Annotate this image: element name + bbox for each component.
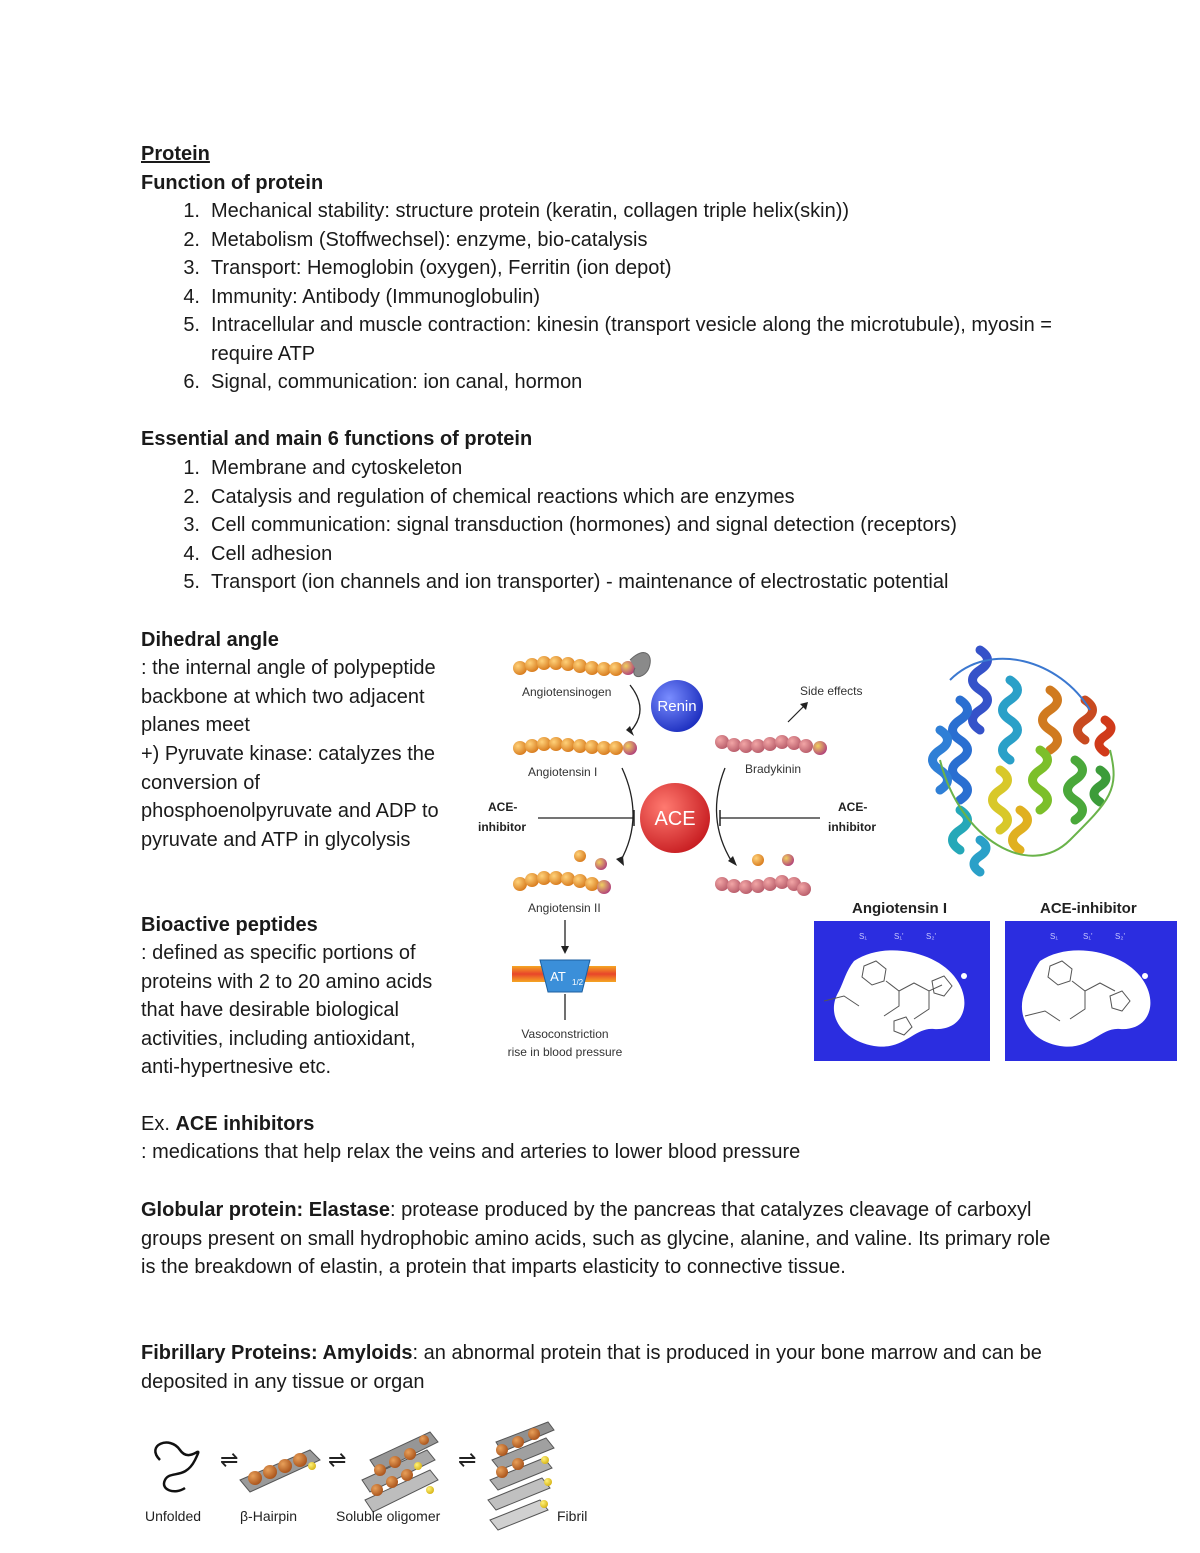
bioactive-definition: : defined as specific portions of proteins with 2 to 20 amino acids that have desirable biological activities, including antioxidant, anti-hypertnesive etc. — [141, 942, 433, 1078]
renin-label: Renin — [657, 698, 697, 715]
fibril-structure — [488, 1422, 554, 1530]
bradykinin-fragments — [715, 875, 811, 896]
blood-pressure-label: rise in blood pressure — [507, 1045, 623, 1059]
list-item: 1. Mechanical stability: structure protein (keratin, collagen triple helix(skin)) — [183, 200, 850, 222]
globular-paragraph: Globular protein: Elastase: protease produced by the pancreas that catalyzes cleavage of carboxyl groups present on small hydrophobic amino acids, such as glycine, alanine, and valine. Its primary role is the breakdown of elastin, a protein that imparts elasticity to connective tissue. — [141, 1199, 1051, 1278]
angiotensin1-panel-title: Angiotensin I — [852, 900, 947, 917]
vasoconstriction-label: Vasoconstriction — [521, 1027, 609, 1041]
bioactive-heading: Bioactive peptides — [141, 914, 318, 936]
function-list — [141, 197, 1061, 397]
svg-text:S₂': S₂' — [926, 932, 936, 941]
list-item: 4. Immunity: Antibody (Immunoglobulin) — [183, 285, 541, 308]
list-item: 4. Cell adhesion — [183, 542, 333, 565]
hairpin-structure — [240, 1450, 320, 1492]
list-item: 5. Intracellular and muscle contraction: kinesin (transport vesicle along the microtubule), myosin = require ATP — [183, 314, 1052, 365]
list-item: 5. Transport (ion channels and ion transporter) - maintenance of electrostatic potential — [183, 571, 949, 593]
ace-label: ACE — [654, 808, 696, 830]
dihedral-heading: Dihedral angle — [141, 629, 279, 651]
oligomer-label: Soluble oligomer — [336, 1508, 441, 1524]
angiotensin2-label: Angiotensin II — [528, 901, 601, 915]
bradykinin-chain — [715, 735, 827, 755]
bradykinin-label: Bradykinin — [745, 762, 802, 776]
hairpin-label: β-Hairpin — [240, 1508, 298, 1524]
dihedral-note: +) Pyruvate kinase: catalyzes the conversion of phosphoenolpyruvate and ADP to pyruvate and ATP in glycolysis — [141, 743, 439, 851]
ace-inhibitor-right-2: inhibitor — [828, 820, 876, 834]
arrow — [630, 685, 640, 732]
list-item: 1. Membrane and cytoskeleton — [183, 457, 463, 479]
essential-heading: Essential and main 6 functions of protein — [141, 428, 533, 450]
ace-inhibitor-panel-title: ACE-inhibitor — [1040, 900, 1137, 917]
svg-text:S₁': S₁' — [894, 932, 904, 941]
equilibrium-arrow: ⇌ — [220, 1447, 239, 1472]
essential-list — [141, 454, 1101, 597]
list-item: 3. Transport: Hemoglobin (oxygen), Ferritin (ion depot) — [183, 257, 672, 279]
oligomer-structure — [362, 1432, 438, 1512]
list-item: 6. Signal, communication: ion canal, hormon — [183, 371, 583, 393]
angiotensin1-binding-panel — [814, 921, 990, 1061]
ace-inhibitor-left-1: ACE- — [488, 800, 518, 814]
arrow — [716, 768, 732, 862]
fibril-label: Fibril — [557, 1508, 588, 1524]
svg-text:S₁: S₁ — [1050, 932, 1059, 941]
equilibrium-arrow: ⇌ — [328, 1447, 347, 1472]
fibrillary-paragraph: Fibrillary Proteins: Amyloids: an abnormal protein that is produced in your bone marrow and can be deposited in any tissue or organ — [141, 1342, 1042, 1393]
angiotensin1-chain — [513, 737, 637, 755]
angiotensin2-chain — [513, 871, 611, 894]
svg-text:S₂': S₂' — [1115, 932, 1125, 941]
ace-example: Ex. ACE inhibitors — [141, 1113, 315, 1135]
angiotensinogen-label: Angiotensinogen — [522, 685, 612, 699]
arrow — [620, 768, 633, 862]
angiotensin1-label: Angiotensin I — [528, 765, 598, 779]
dihedral-definition: : the internal angle of polypeptide backbone at which two adjacent planes meet — [141, 657, 436, 736]
ace-protein-structure-image — [920, 640, 1130, 890]
svg-text:S₁: S₁ — [859, 932, 868, 941]
page-title: Protein — [141, 143, 210, 165]
ace-inhibitor-left-2: inhibitor — [478, 820, 526, 834]
function-heading: Function of protein — [141, 172, 324, 194]
unfolded-chain — [155, 1443, 198, 1492]
equilibrium-arrow: ⇌ — [458, 1447, 477, 1472]
list-item: 2. Catalysis and regulation of chemical reactions which are enzymes — [183, 485, 795, 508]
at-receptor-subscript: 1/2 — [572, 978, 584, 987]
amyloid-aggregation-diagram — [140, 1420, 610, 1535]
ace-example-definition: : medications that help relax the veins and arteries to lower blood pressure — [141, 1141, 801, 1163]
svg-text:S₁': S₁' — [1083, 932, 1093, 941]
side-effects-label: Side effects — [800, 684, 863, 698]
ace-inhibitor-binding-panel — [1005, 921, 1177, 1061]
unfolded-label: Unfolded — [145, 1508, 202, 1524]
at-receptor-label: AT — [550, 969, 566, 984]
ace-inhibitor-right-1: ACE- — [838, 800, 868, 814]
angiotensinogen-chain — [513, 653, 650, 677]
list-item: 3. Cell communication: signal transduction (hormones) and signal detection (receptors) — [183, 514, 957, 536]
list-item: 2. Metabolism (Stoffwechsel): enzyme, bio-catalysis — [183, 228, 648, 251]
